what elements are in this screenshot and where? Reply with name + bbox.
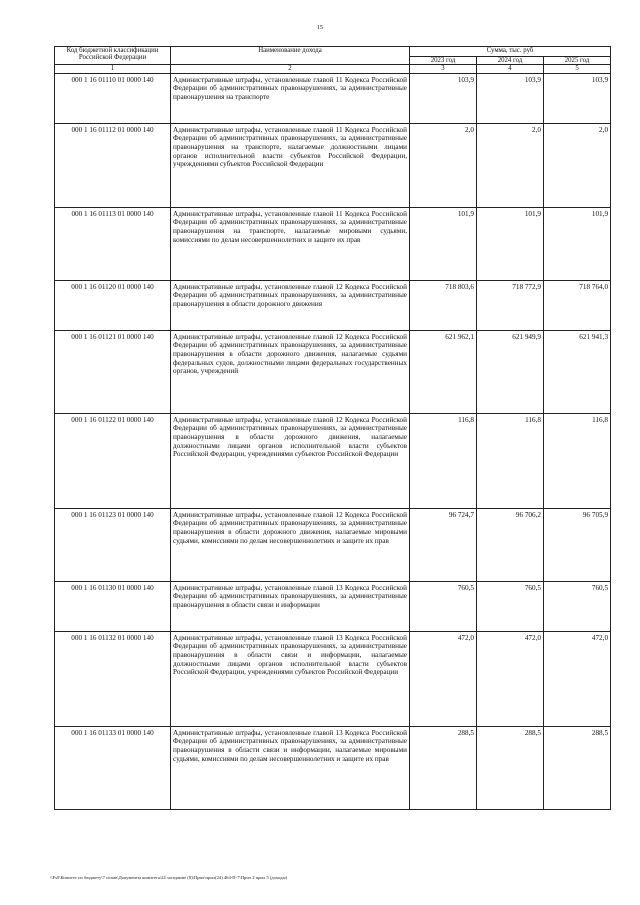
table-row <box>55 726 611 809</box>
column-index: 5 <box>544 65 611 73</box>
row-value-2025: 116,8 <box>544 413 611 508</box>
row-code: 000 1 16 01133 01 0000 140 <box>55 726 171 809</box>
row-value-2024: 288,5 <box>477 726 544 809</box>
row-value-2024: 103,9 <box>477 73 544 123</box>
row-value-2023: 101,9 <box>410 207 477 280</box>
row-value-2023: 116,8 <box>410 413 477 508</box>
row-code: 000 1 16 01130 01 0000 140 <box>55 581 171 631</box>
row-value-2025: 472,0 <box>544 631 611 726</box>
row-code: 000 1 16 01122 01 0000 140 <box>55 413 171 508</box>
row-name: Административные штрафы, установленные главой 13 Кодекса Российской Федерации об административных правонарушениях, за административные правонарушения в области связи и информации, налагаемые должностными лицами органов исполнительной власти субъектов Российской Федерации, учреждениями субъектов Российской Федерации <box>171 631 410 726</box>
row-value-2024: 2,0 <box>477 123 544 207</box>
row-value-2023: 760,5 <box>410 581 477 631</box>
row-value-2023: 621 962,1 <box>410 330 477 413</box>
row-code: 000 1 16 01110 01 0000 140 <box>55 73 171 123</box>
row-value-2024: 621 949,9 <box>477 330 544 413</box>
header-year-2024: 2024 год <box>477 57 544 65</box>
row-name: Административные штрафы, установленные главой 11 Кодекса Российской Федерации об административных правонарушениях, за административные правонарушения на транспорте, налагаемые мировыми судьями, комиссиями по делам несовершеннолетних и защите их прав <box>171 207 410 280</box>
row-value-2023: 2,0 <box>410 123 477 207</box>
row-code: 000 1 16 01121 01 0000 140 <box>55 330 171 413</box>
column-index: 3 <box>410 65 477 73</box>
row-name: Административные штрафы, установленные главой 12 Кодекса Российской Федерации об административных правонарушениях, за административные правонарушения в области дорожного движения <box>171 280 410 330</box>
row-name: Административные штрафы, установленные главой 12 Кодекса Российской Федерации об административных правонарушениях, за административные правонарушения в области дорожного движения, налагаемые судьями федеральных судов, должностными лицами федеральных государственных органов, учреждений <box>171 330 410 413</box>
column-index: 1 <box>55 65 171 73</box>
row-value-2023: 103,9 <box>410 73 477 123</box>
column-index: 4 <box>477 65 544 73</box>
table-row <box>55 330 611 413</box>
row-name: Административные штрафы, установленные главой 11 Кодекса Российской Федерации об административных правонарушениях, за административные правонарушения на транспорте <box>171 73 410 123</box>
row-value-2025: 621 941,3 <box>544 330 611 413</box>
footer-file-path: \\Fs0\Комитет по бюджету\7 созыв\Документы комитета\24 заседание (8)\Прил\прил(24) 464-П-7\Прил 2 прил 5 (доходы) <box>50 875 288 880</box>
row-value-2023: 472,0 <box>410 631 477 726</box>
revenue-table <box>54 46 611 810</box>
row-value-2023: 96 724,7 <box>410 508 477 581</box>
row-value-2023: 288,5 <box>410 726 477 809</box>
row-value-2024: 718 772,9 <box>477 280 544 330</box>
row-value-2025: 760,5 <box>544 581 611 631</box>
row-name: Административные штрафы, установленные главой 11 Кодекса Российской Федерации об административных правонарушениях, за административные правонарушения на транспорте, налагаемые должностными лицами органов исполнительной власти субъектов Российской Федерации, учреждениями субъектов Российской Федерации <box>171 123 410 207</box>
column-index: 2 <box>171 65 410 73</box>
row-code: 000 1 16 01123 01 0000 140 <box>55 508 171 581</box>
table-row <box>55 413 611 508</box>
table-row <box>55 123 611 207</box>
header-name: Наименование дохода <box>171 47 410 65</box>
row-code: 000 1 16 01112 01 0000 140 <box>55 123 171 207</box>
row-code: 000 1 16 01120 01 0000 140 <box>55 280 171 330</box>
row-value-2025: 288,5 <box>544 726 611 809</box>
header-code: Код бюджетной классификации Российской Федерации <box>55 47 171 65</box>
row-value-2025: 103,9 <box>544 73 611 123</box>
header-year-2025: 2025 год <box>544 57 611 65</box>
row-value-2025: 718 764,0 <box>544 280 611 330</box>
table-row <box>55 280 611 330</box>
table-row <box>55 508 611 581</box>
row-name: Административные штрафы, установленные главой 13 Кодекса Российской Федерации об административных правонарушениях, за административные правонарушения в области связи и информации, налагаемые мировыми судьями, комиссиями по делам несовершеннолетних и защите их прав <box>171 726 410 809</box>
row-name: Административные штрафы, установленные главой 12 Кодекса Российской Федерации об административных правонарушениях, за административные правонарушения в области дорожного движения, налагаемые мировыми судьями, комиссиями по делам несовершеннолетних и защите их прав <box>171 508 410 581</box>
table-row <box>55 581 611 631</box>
table-row <box>55 631 611 726</box>
row-value-2024: 96 706,2 <box>477 508 544 581</box>
row-value-2024: 101,9 <box>477 207 544 280</box>
page-number: 15 <box>317 25 323 31</box>
row-name: Административные штрафы, установленные главой 13 Кодекса Российской Федерации об административных правонарушениях, за административные правонарушения в области связи и информации <box>171 581 410 631</box>
row-name: Административные штрафы, установленные главой 12 Кодекса Российской Федерации об административных правонарушениях, за административные правонарушения в области дорожного движения, налагаемые должностными лицами органов исполнительной власти субъектов Российской Федерации, учреждениями субъектов Российской Федерации <box>171 413 410 508</box>
row-value-2023: 718 803,6 <box>410 280 477 330</box>
row-value-2025: 2,0 <box>544 123 611 207</box>
header-year-2023: 2023 год <box>410 57 477 65</box>
row-code: 000 1 16 01113 01 0000 140 <box>55 207 171 280</box>
row-value-2025: 101,9 <box>544 207 611 280</box>
table-row <box>55 207 611 280</box>
row-value-2024: 116,8 <box>477 413 544 508</box>
row-value-2024: 472,0 <box>477 631 544 726</box>
row-value-2024: 760,5 <box>477 581 544 631</box>
row-value-2025: 96 705,9 <box>544 508 611 581</box>
table-row <box>55 73 611 123</box>
header-sum: Сумма, тыс. руб <box>410 47 611 57</box>
row-code: 000 1 16 01132 01 0000 140 <box>55 631 171 726</box>
